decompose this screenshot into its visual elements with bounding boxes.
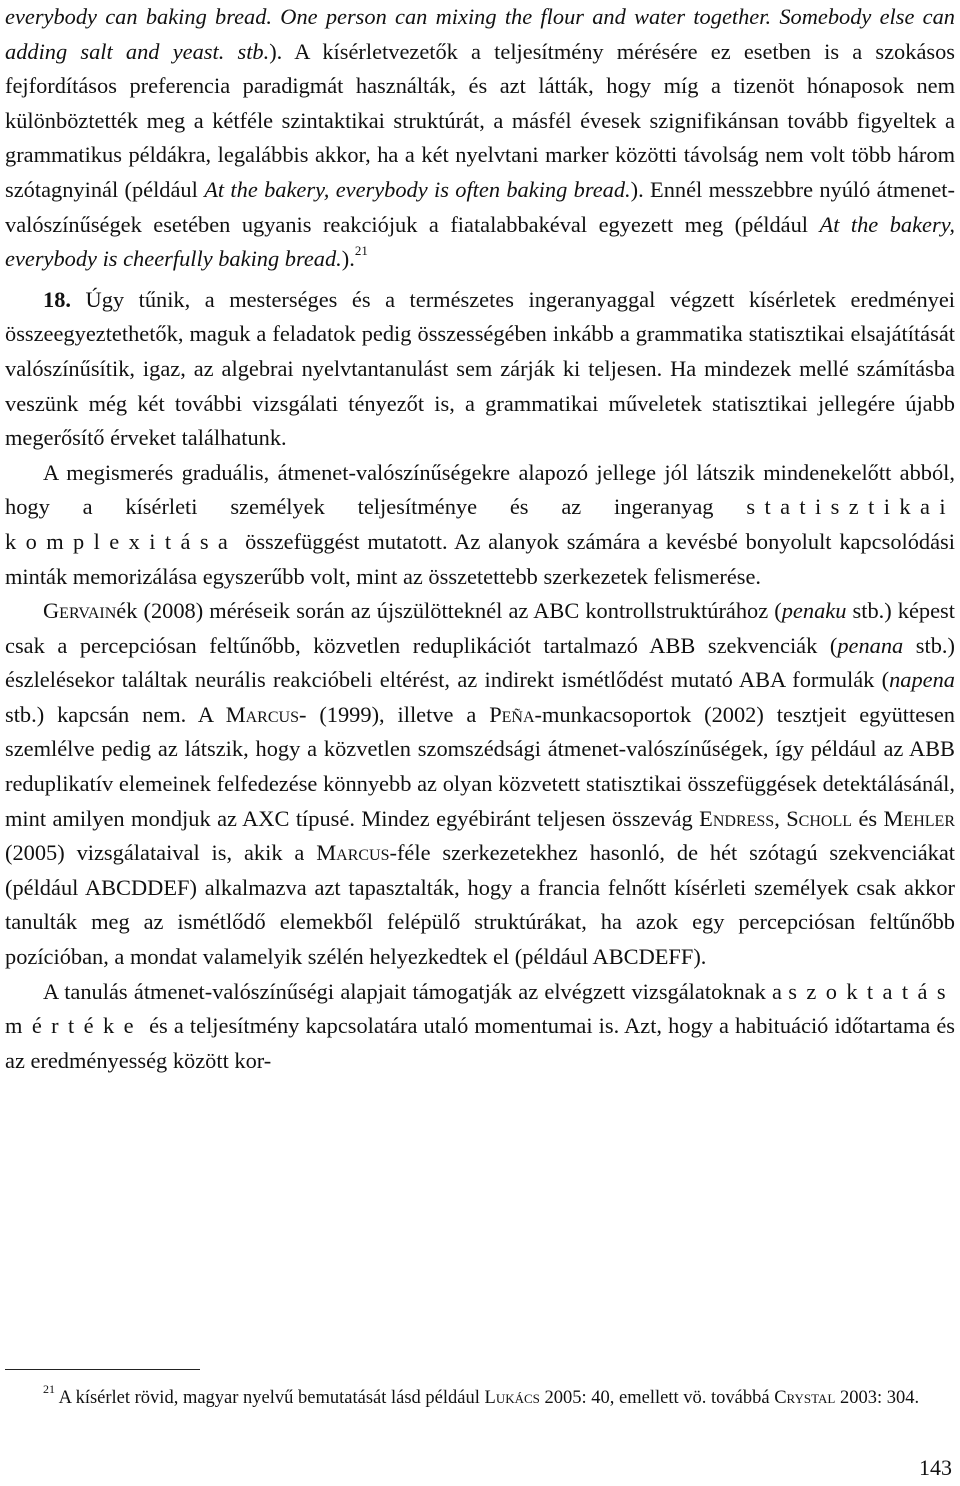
- author-endress: Endress: [699, 805, 775, 831]
- page-number: 143: [919, 1455, 952, 1480]
- author-marcus-2: Marcus: [316, 840, 390, 866]
- paragraph-5: A tanulás átmenet-valószínűségi alapjait támogatják az elvégzett vizsgálatoknak a szoktatás mértéke és a teljesítmény kapcsolatára utaló momentumai is. Azt, hogy a habituáció időtartama és az eredményesség között kor-: [5, 978, 955, 1073]
- footnote-number: 21: [43, 1381, 55, 1396]
- spaced-emphasis-1: statisztikai komplexitása: [5, 494, 955, 554]
- author-pena: Peña: [489, 701, 535, 727]
- section-number: 18.: [43, 286, 71, 312]
- paragraph-3: A megismerés graduális, átmenet-valószínűségekre alapozó jellege jól látszik mindenekelőtt abból, hogy a kísérleti személyek teljesítménye és az ingeranyag statisztikai komplexitása összefüggést mutatott. Az alanyok számára a kevésbé bonyolult kapcsolódási minták memorizálása egyszerűbb volt, mint az összetettebb szerkezetek felismerése.: [5, 459, 955, 589]
- paragraph-4: Gervainék (2008) méréseik során az újszülötteknél az ABC kontrollstruktúrához (penaku stb.) képest csak a percepciósan feltűnőbb, közvetlen reduplikációt tartalmazó ABB szekvenciák (penana stb.) észlelésekor találtak neurális reakcióbeli eltérést, az indirekt ismétlődést mutató ABA formulák (napena stb.) kapcsán nem. A Marcus- (1999), illetve a Peña-munkacsoportok (2002) tesztjeit együttesen szemlélve pedig az látszik, hogy a közvetlen szomszédsági átmenet-valószínűségek, így például az ABB reduplikatív elemeinek felfedezése könnyebb az olyan közvetett statisztikai összefüggések detektálásánál, mint amilyen mondjuk az AXC típusé. Mindez egyébiránt teljesen összevág Endress, Scholl és Mehler (2005) vizsgálataival is, akik a Marcus-féle szerkezetekhez hasonló, de hét szótagú szekvenciákat (például ABCDDEF) alkalmazva azt tapasztalták, hogy a francia felnőtt kísérleti személyek csak akkor tanulták meg az ismétlődő elemekből felépülő struktúrákat, ha azok egy percepciósan feltűnőbb pozícióban, a mondat valamelyik szélén helyezkedtek el (például ABCDEFF).: [5, 598, 955, 970]
- author-crystal: Crystal: [774, 1388, 836, 1408]
- author-marcus: Marcus: [225, 701, 299, 727]
- page-body: [5, 0, 955, 1078]
- paragraph-1: everybody can baking bread. One person can mixing the flour and water together. Somebody else can adding salt and yeast. stb.). A kísérletvezetők a teljesítmény mérésére ez esetben is a szokásos fejfordításos preferencia paradigmát használták, és azt látták, hogy míg a tizenöt hónaposok nem különböztették meg a kétféle szintaktikai struktúrát, a másfél évesek szignifikánsan tovább figyeltek a grammatikus példákra, legalábbis akkor, ha a két nyelvtani marker közötti távolság nem volt több három szótagnyinál (például At the bakery, everybody is often baking bread.). Ennél messzebbre nyúló átmenet-valószínűségek esetében ugyanis reakciójuk a fiatalabbakéval egyezett meg (például At the bakery, everybody is cheerfully baking bread.).$^{21}$: [5, 4, 956, 272]
- author-lukacs: Lukács: [484, 1388, 540, 1408]
- english-example-1: everybody can baking bread. One person can mixing the flour and water together. Somebody else can adding salt and yeast. stb.: [5, 4, 955, 64]
- footnote-divider: [5, 1369, 200, 1370]
- footnote-reference: 21: [354, 242, 368, 258]
- paragraph-18: 18. Úgy tűnik, a mesterséges és a természetes ingeranyaggal végzett kísérletek eredményei összeegyeztethetők, maguk a feladatok pedig összességében inkább a grammatika statisztikai elsajátítását valószínűsítik, igaz, az algebrai nyelvtantanulást sem zárják ki teljesen. Ha mindezek mellé számításba veszünk még két további vizsgálati tényezőt is, a grammatikai műveletek statisztikai jellegére újabb megerősítő érveket találhatunk.: [5, 286, 955, 451]
- footnote-21: $^{21}$ A kísérlet rövid, magyar nyelvű bemutatását lásd például Lukács 2005: 40, emellett vö. továbbá Crystal 2003: 304.: [43, 1381, 920, 1408]
- author-scholl: Scholl: [786, 805, 853, 831]
- spaced-emphasis-2: szoktatás mértéke: [5, 978, 955, 1039]
- author-gervain: Gervain: [43, 598, 117, 624]
- author-mehler: Mehler: [883, 805, 955, 831]
